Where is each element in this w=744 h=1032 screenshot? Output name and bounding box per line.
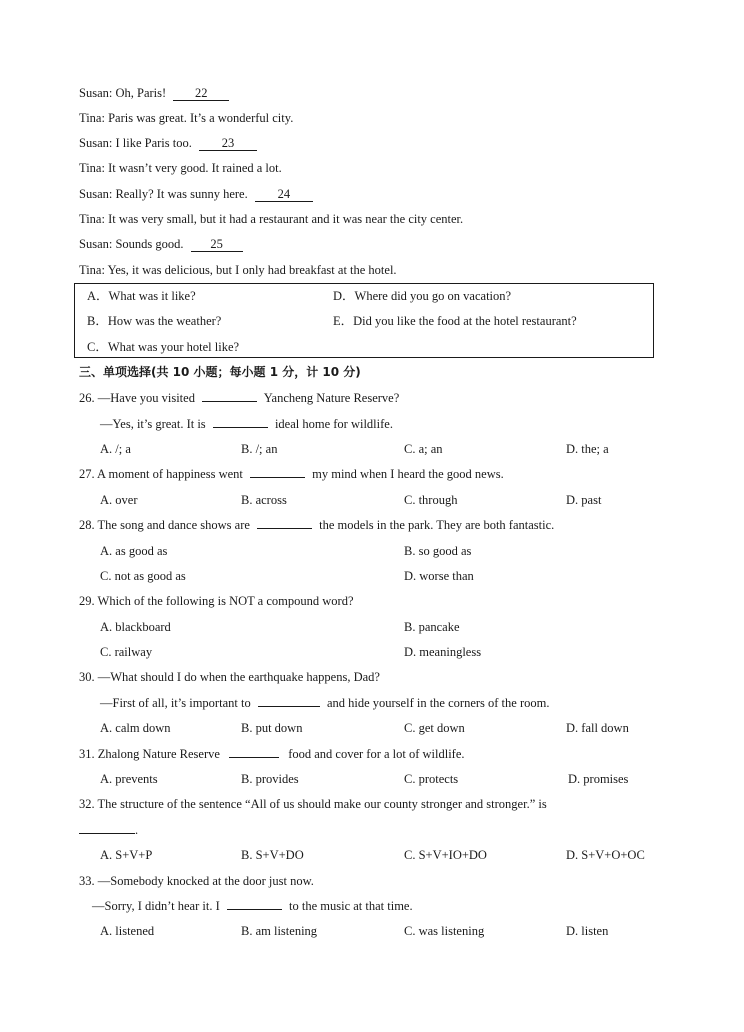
dialog-line-6 xyxy=(79,211,463,227)
stem-text: . xyxy=(135,823,139,837)
answer-blank xyxy=(258,706,320,707)
option-b: B. across xyxy=(241,493,287,507)
option-a: A. as good as xyxy=(100,544,168,558)
answer-blank: 23 xyxy=(199,136,257,151)
option-c: C. protects xyxy=(404,772,459,786)
question-27-stem xyxy=(79,466,504,482)
stem-text: —Sorry, I didn’t hear it. I xyxy=(92,899,220,913)
stem-text: food and cover for a lot of wildlife. xyxy=(288,747,465,761)
dialog-text: Susan: Oh, Paris! xyxy=(79,86,167,100)
stem-text: ideal home for wildlife. xyxy=(274,417,393,431)
option-d: D. the; a xyxy=(566,442,609,456)
question-33-reply xyxy=(92,898,413,914)
option-b: B. am listening xyxy=(241,924,318,938)
section-title: 三、单项选择(共 10 小题；每小题 1 分，计 10 分) xyxy=(79,365,361,379)
stem-text: to the music at that time. xyxy=(289,899,413,913)
option-c: C. not as good as xyxy=(100,569,186,583)
option-b: B. /; an xyxy=(241,442,278,456)
option-a: A. listened xyxy=(100,924,155,938)
option-c: C. get down xyxy=(404,721,465,735)
box-option-c: C．What was your hotel like? xyxy=(87,340,240,354)
question-30-stem: 30. —What should I do when the earthquake happens, Dad? xyxy=(79,670,380,684)
dialog-line-1 xyxy=(79,85,229,101)
option-a: A. blackboard xyxy=(100,620,171,634)
question-30-reply xyxy=(100,695,549,711)
dialog-line-5 xyxy=(79,186,313,202)
answer-blank: 24 xyxy=(255,187,313,202)
answer-blank xyxy=(250,477,305,478)
question-26-reply xyxy=(100,416,393,432)
dialog-text: Susan: Sounds good. xyxy=(79,237,184,251)
box-option-e: E．Did you like the food at the hotel restaurant? xyxy=(333,314,577,328)
answer-blank xyxy=(213,427,268,428)
question-32-stem: 32. The structure of the sentence “All of us should make our county stronger and stronger.” is xyxy=(79,797,547,811)
dialog-text: Susan: I like Paris too. xyxy=(79,136,192,150)
option-b: B. put down xyxy=(241,721,303,735)
box-option-a: A．What was it like? xyxy=(87,289,196,303)
option-c: C. was listening xyxy=(404,924,485,938)
option-d: D. fall down xyxy=(566,721,629,735)
box-option-d: D．Where did you go on vacation? xyxy=(333,289,512,303)
dialog-line-7 xyxy=(79,236,243,252)
option-d: D. meaningless xyxy=(404,645,482,659)
answer-blank xyxy=(257,528,312,529)
stem-text: 31. Zhalong Nature Reserve xyxy=(79,747,220,761)
option-c: C. railway xyxy=(100,645,153,659)
answer-blank xyxy=(202,401,257,402)
answer-blank: 22 xyxy=(173,86,229,101)
question-31-stem xyxy=(79,746,465,762)
stem-text: 28. The song and dance shows are xyxy=(79,518,250,532)
dialog-text: Tina: Paris was great. It’s a wonderful city. xyxy=(79,111,294,125)
option-b: B. so good as xyxy=(404,544,472,558)
option-a: A. prevents xyxy=(100,772,158,786)
option-b: B. provides xyxy=(241,772,299,786)
dialog-line-2 xyxy=(79,110,293,126)
option-a: A. S+V+P xyxy=(100,848,153,862)
option-d: D. past xyxy=(566,493,602,507)
option-d: D. worse than xyxy=(404,569,474,583)
option-a: A. calm down xyxy=(100,721,171,735)
question-32-blank-line xyxy=(79,822,138,838)
stem-text: —First of all, it’s important to xyxy=(100,696,251,710)
dialog-text: Tina: Yes, it was delicious, but I only had breakfast at the hotel. xyxy=(79,263,397,277)
answer-blank: 25 xyxy=(191,237,243,252)
answer-blank xyxy=(229,757,279,758)
stem-text: my mind when I heard the good news. xyxy=(312,467,504,481)
question-26-stem xyxy=(79,390,399,406)
option-d: D. promises xyxy=(568,772,629,786)
option-a: A. /; a xyxy=(100,442,131,456)
option-c: C. S+V+IO+DO xyxy=(404,848,487,862)
dialog-text: Tina: It was very small, but it had a restaurant and it was near the city center. xyxy=(79,212,464,226)
option-c: C. through xyxy=(404,493,458,507)
stem-text: the models in the park. They are both fantastic. xyxy=(319,518,555,532)
stem-text: 26. —Have you visited xyxy=(79,391,195,405)
box-option-b: B．How was the weather? xyxy=(87,314,222,328)
option-b: B. pancake xyxy=(404,620,460,634)
stem-text: and hide yourself in the corners of the room. xyxy=(326,696,550,710)
dialog-text: Susan: Really? It was sunny here. xyxy=(79,187,248,201)
stem-text: —Yes, it’s great. It is xyxy=(100,417,206,431)
answer-blank xyxy=(79,833,135,834)
option-d: D. S+V+O+OC xyxy=(566,848,645,862)
option-c: C. a; an xyxy=(404,442,443,456)
dialog-text: Tina: It wasn’t very good. It rained a lot. xyxy=(79,161,282,175)
question-29-stem: 29. Which of the following is NOT a compound word? xyxy=(79,594,354,608)
option-b: B. S+V+DO xyxy=(241,848,304,862)
question-33-stem: 33. —Somebody knocked at the door just now. xyxy=(79,874,314,888)
option-a: A. over xyxy=(100,493,138,507)
answer-blank xyxy=(227,909,282,910)
dialog-line-3 xyxy=(79,135,257,151)
dialog-line-4 xyxy=(79,160,282,176)
option-d: D. listen xyxy=(566,924,609,938)
dialog-line-8 xyxy=(79,262,397,278)
stem-text: Yancheng Nature Reserve? xyxy=(263,391,400,405)
stem-text: 27. A moment of happiness went xyxy=(79,467,243,481)
question-28-stem xyxy=(79,517,554,533)
